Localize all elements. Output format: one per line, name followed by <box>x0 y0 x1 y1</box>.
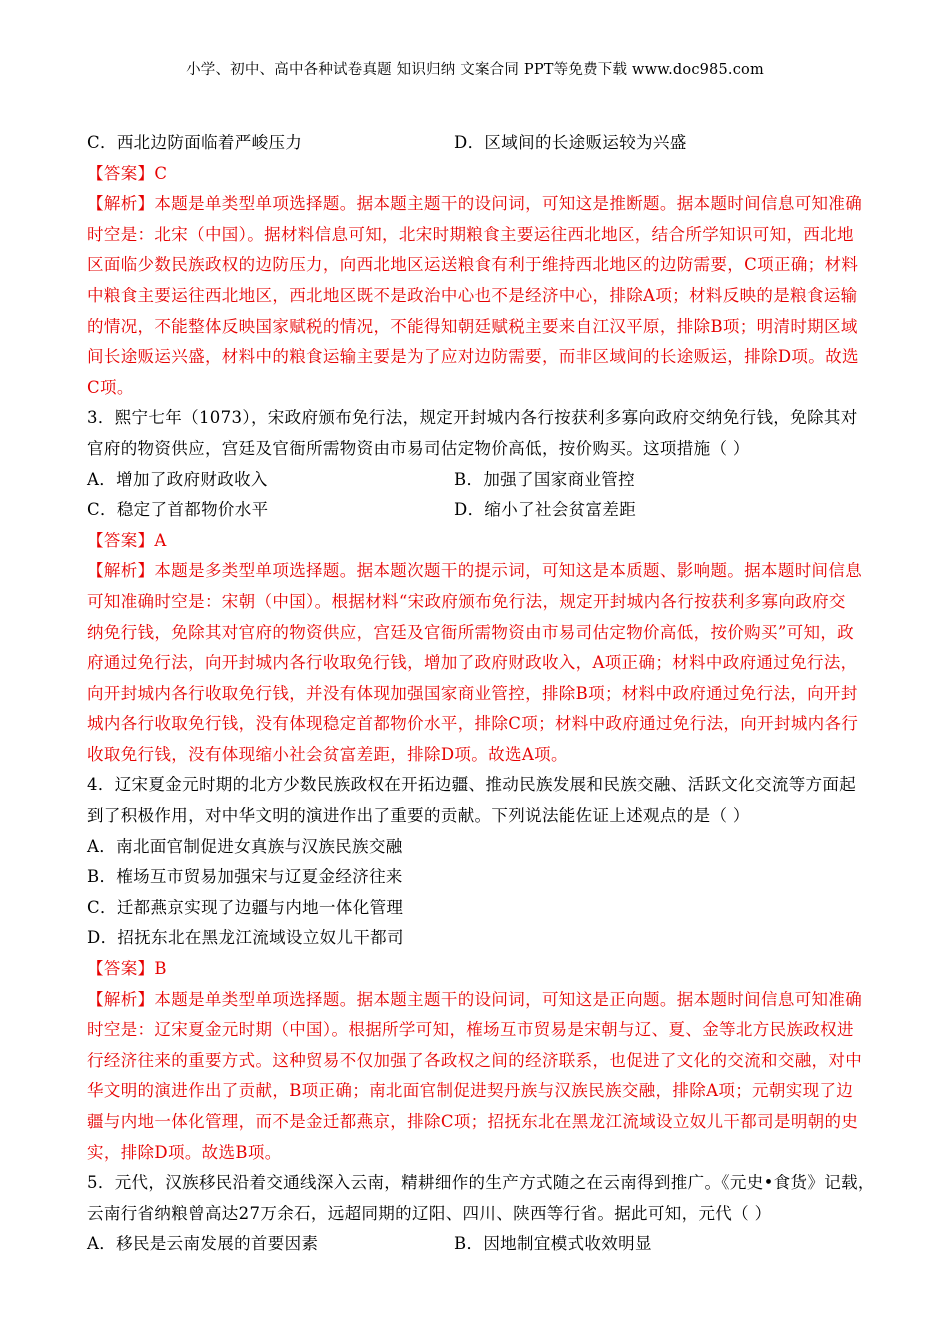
q4-option-a[interactable]: A．南北面官制促进女真族与汉族民族交融 <box>87 836 403 856</box>
analysis-line: 实，排除D项。故选B项。 <box>87 1142 282 1162</box>
analysis-line: 时空是：北宋（中国）。据材料信息可知，北宋时期粮食主要运往西北地区，结合所学知识可知，西北地 <box>87 224 854 244</box>
analysis-line: 疆与内地一体化管理，而不是金迁都燕京，排除C项；招抚东北在黑龙江流域设立奴儿干都司是明朝的史 <box>87 1112 859 1131</box>
analysis-line: 收取免行钱，没有体现缩小社会贫富差距，排除D项。故选A项。 <box>87 744 568 764</box>
q5-stem <box>87 1168 875 1229</box>
analysis-line: 【解析】本题是多类型单项选择题。据本题次题干的提示词，可知这是本质题、影响题。据本题时间信息 <box>87 561 863 581</box>
analysis-line: 【解析】本题是单类型单项选择题。据本题主题干的设问词，可知这是正向题。据本题时间信息可知准确 <box>87 989 863 1009</box>
stem-line: 4．辽宋夏金元时期的北方少数民族政权在开拓边疆、推动民族发展和民族交融、活跃文化交流等方面起 <box>87 775 857 795</box>
q3-stem <box>87 403 867 464</box>
q2-analysis <box>87 189 867 403</box>
stem-line: 官府的物资供应，宫廷及官衙所需物资由市易司估定物价高低，按价购买。这项措施（ ） <box>87 438 750 458</box>
analysis-line: 行经济往来的重要方式。这种贸易不仅加强了各政权之间的经济联系，也促进了文化的交流和交融，对中 <box>87 1050 863 1070</box>
q4-option-d[interactable]: D．招抚东北在黑龙江流域设立奴儿干都司 <box>87 928 404 948</box>
q5-option-a[interactable]: A．移民是云南发展的首要因素 <box>87 1234 319 1254</box>
stem-line: 3．熙宁七年（1073），宋政府颁布免行法，规定开封城内各行按获利多寡向政府交纳免行钱，免除其对 <box>87 408 858 428</box>
document-body <box>87 128 875 1260</box>
analysis-line: 向开封城内各行收取免行钱，并没有体现加强国家商业管控，排除B项；材料中政府通过免行法，向开封 <box>87 683 858 703</box>
analysis-line: 间长途贩运兴盛，材料中的粮食运输主要是为了应对边防需要，而非区域间的长途贩运，排除D项。故选 <box>87 347 859 367</box>
q4-option-c[interactable]: C．迁都燕京实现了边疆与内地一体化管理 <box>87 897 404 917</box>
analysis-line: 府通过免行法，向开封城内各行收取免行钱，增加了政府财政收入，A项正确；材料中政府通过免行法， <box>87 653 858 673</box>
q3-option-c[interactable]: C．稳定了首都物价水平 <box>87 500 269 520</box>
q4-analysis <box>87 985 867 1169</box>
q3-analysis <box>87 556 867 770</box>
analysis-line: 城内各行收取免行钱，没有体现稳定首都物价水平，排除C项；材料中政府通过免行法，向开封城内各行 <box>87 714 859 734</box>
stem-line: 5．元代，汉族移民沿着交通线深入云南，精耕细作的生产方式随之在云南得到推广。《元史•食货》记载， <box>87 1173 875 1193</box>
q3-option-d[interactable]: D．缩小了社会贫富差距 <box>454 500 637 520</box>
q4-answer: 【答案】B <box>87 959 167 979</box>
q4-stem <box>87 770 867 831</box>
analysis-line: 纳免行钱，免除其对官府的物资供应，宫廷及官衙所需物资由市易司估定物价高低，按价购买”可知，政 <box>87 622 855 642</box>
q2-option-c[interactable]: C．西北边防面临着严峻压力 <box>87 133 303 152</box>
q2-answer: 【答案】C <box>87 163 168 183</box>
q5-options-ab <box>87 1229 867 1260</box>
analysis-line: 华文明的演进作出了贡献，B项正确；南北面官制促进契丹族与汉族民族交融，排除A项；元朝实现了边 <box>87 1081 854 1101</box>
q3-options-cd <box>87 495 867 526</box>
analysis-line: 时空是：辽宋夏金元时期（中国）。根据所学可知，榷场互市贸易是宋朝与辽、夏、金等北方民族政权进 <box>87 1020 854 1040</box>
stem-line: 到了积极作用，对中华文明的演进作出了重要的贡献。下列说法能佐证上述观点的是（ ） <box>87 806 750 826</box>
q5-option-b[interactable]: B．因地制宜模式收效明显 <box>454 1234 652 1254</box>
analysis-line: 【解析】本题是单类型单项选择题。据本题主题干的设问词，可知这是推断题。据本题时间信息可知准确 <box>87 194 863 214</box>
analysis-line: 可知准确时空是：宋朝（中国）。根据材料“宋政府颁布免行法，规定开封城内各行按获利多寡向政府交 <box>87 591 846 611</box>
analysis-line: 区面临少数民族政权的边防压力，向西北地区运送粮食有利于维持西北地区的边防需要，C项正确；材料 <box>87 255 859 275</box>
stem-line: 云南行省纳粮曾高达27万余石，远超同期的辽阳、四川、陕西等行省。据此可知，元代（ ） <box>87 1203 772 1223</box>
analysis-line: C项。 <box>87 377 134 397</box>
q4-option-b[interactable]: B．榷场互市贸易加强宋与辽夏金经济往来 <box>87 867 403 887</box>
q3-answer: 【答案】A <box>87 530 167 550</box>
q3-option-b[interactable]: B．加强了国家商业管控 <box>454 469 635 489</box>
q2-option-d[interactable]: D．区域间的长途贩运较为兴盛 <box>454 133 687 152</box>
q3-options-ab <box>87 465 867 496</box>
q2-options-cd <box>87 128 867 159</box>
analysis-line: 中粮食主要运往西北地区，西北地区既不是政治中心也不是经济中心，排除A项；材料反映的是粮食运输 <box>87 285 858 305</box>
q3-option-a[interactable]: A．增加了政府财政收入 <box>87 469 268 489</box>
page-header: 小学、初中、高中各种试卷真题 知识归纳 文案合同 PPT等免费下载 www.doc985.com <box>186 62 764 78</box>
analysis-line: 的情况，不能整体反映国家赋税的情况，不能得知朝廷赋税主要来自江汉平原，排除B项；明清时期区域 <box>87 316 858 336</box>
